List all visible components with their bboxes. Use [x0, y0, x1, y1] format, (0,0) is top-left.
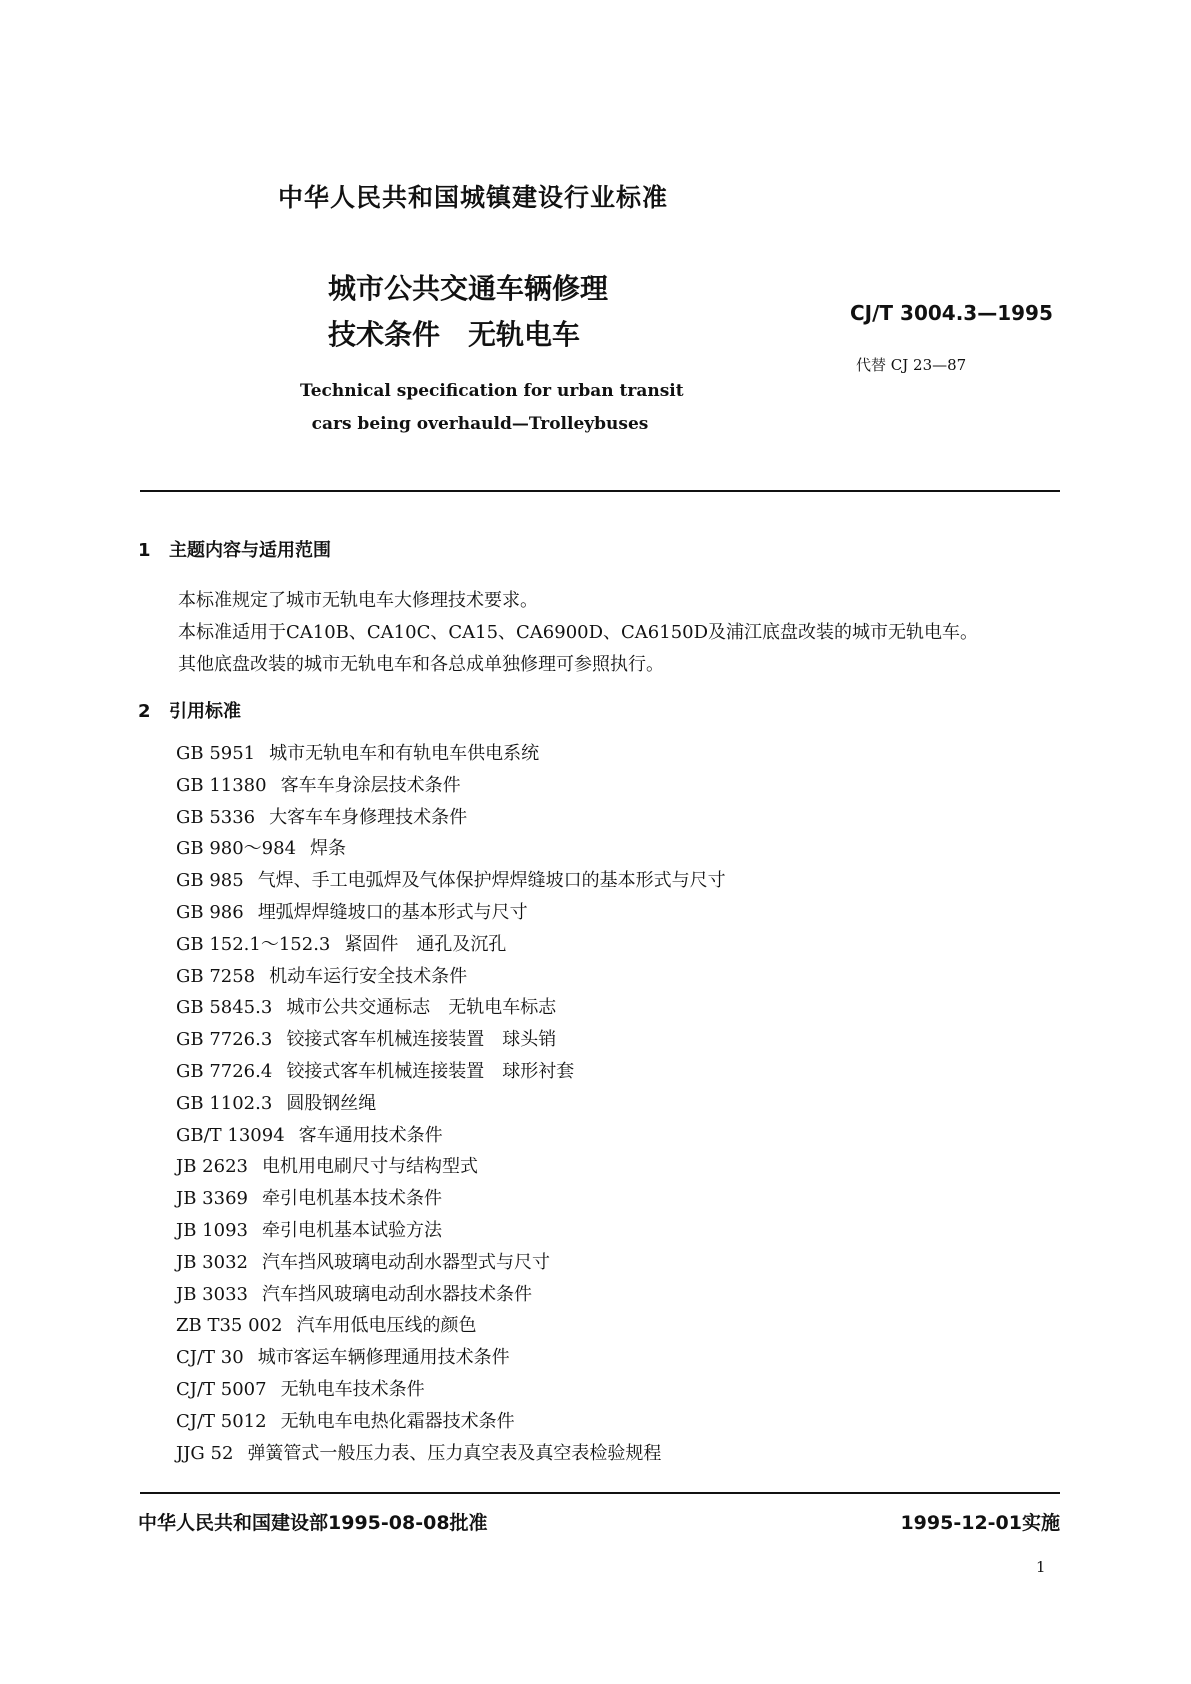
reference-title: 埋弧焊焊缝坡口的基本形式与尺寸: [257, 901, 528, 923]
title-english-line-1: Technical specification for urban transit: [300, 381, 684, 401]
reference-title: 汽车用低电压线的颜色: [296, 1315, 477, 1337]
reference-item: [176, 1120, 726, 1152]
reference-item: [176, 1310, 726, 1342]
reference-title: 汽车挡风玻璃电动刮水器型式与尺寸: [261, 1251, 550, 1273]
reference-item: [176, 929, 726, 961]
reference-title: 弹簧管式一般压力表、压力真空表及真空表检验规程: [247, 1442, 662, 1464]
title-chinese: [328, 266, 608, 358]
header-divider: [140, 490, 1060, 492]
reference-title: 焊条: [310, 838, 347, 860]
reference-code: GB 985: [176, 870, 244, 892]
title-chinese-line-1: 城市公共交通车辆修理: [328, 272, 609, 305]
page-number: 1: [1036, 1558, 1046, 1576]
reference-code: JB 3032: [176, 1251, 248, 1273]
issuing-authority: 中华人民共和国城镇建设行业标准: [278, 183, 669, 212]
reference-code: CJ/T 5012: [176, 1410, 267, 1432]
reference-title: 气焊、手工电弧焊及气体保护焊焊缝坡口的基本形式与尺寸: [257, 870, 726, 892]
reference-title: 大客车车身修理技术条件: [269, 806, 468, 828]
reference-title: 客车通用技术条件: [298, 1124, 443, 1146]
reference-code: JB 1093: [176, 1219, 248, 1241]
reference-title: 无轨电车技术条件: [280, 1378, 425, 1400]
reference-code: GB 7726.4: [176, 1060, 273, 1082]
reference-code: CJ/T 5007: [176, 1378, 267, 1400]
reference-code: GB 5951: [176, 743, 256, 764]
reference-item: [176, 833, 726, 865]
reference-code: GB 152.1～152.3: [176, 933, 331, 955]
reference-title: 城市公共交通标志 无轨电车标志: [286, 997, 557, 1019]
reference-item: [176, 1215, 726, 1247]
reference-item: [176, 1088, 726, 1120]
reference-code: GB 986: [176, 901, 244, 923]
reference-title: 机动车运行安全技术条件: [269, 965, 468, 987]
standard-number: CJ/T 3004.3—1995: [850, 301, 1053, 325]
section-1-paragraph-2: 本标准适用于CA10B、CA10C、CA15、CA6900D、CA6150D及浦江底盘改装的城市无轨电车。: [178, 622, 979, 643]
reference-item: [176, 738, 726, 770]
reference-item: [176, 961, 726, 993]
reference-title: 圆股钢丝绳: [286, 1092, 377, 1114]
replaces-standard: 代替 CJ 23—87: [856, 356, 967, 374]
reference-code: GB 1102.3: [176, 1092, 273, 1114]
reference-title: 城市客运车辆修理通用技术条件: [257, 1347, 510, 1369]
section-2-heading: [138, 697, 241, 723]
section-title: 主题内容与适用范围: [169, 540, 331, 561]
section-title: 引用标准: [169, 701, 241, 722]
reference-title: 客车车身涂层技术条件: [280, 774, 461, 796]
reference-item: [176, 1151, 726, 1183]
effective-date: 1995-12-01实施: [900, 1512, 1060, 1534]
reference-code: GB 7258: [176, 965, 256, 987]
reference-title: 紧固件 通孔及沉孔: [344, 933, 507, 955]
reference-code: JJG 52: [176, 1442, 234, 1464]
reference-item: [176, 865, 726, 897]
reference-code: JB 3033: [176, 1283, 248, 1305]
section-number: 2: [138, 701, 151, 722]
reference-title: 电机用电刷尺寸与结构型式: [261, 1156, 478, 1178]
reference-code: JB 3369: [176, 1188, 248, 1210]
footer-divider: [140, 1492, 1060, 1494]
reference-item: [176, 1374, 726, 1406]
reference-standards-list: [176, 738, 726, 1469]
reference-title: 城市无轨电车和有轨电车供电系统: [269, 743, 540, 764]
reference-title: 汽车挡风玻璃电动刮水器技术条件: [261, 1283, 532, 1305]
reference-title: 无轨电车电热化霜器技术条件: [280, 1410, 515, 1432]
reference-title: 牵引电机基本技术条件: [261, 1188, 442, 1210]
reference-code: GB 980～984: [176, 838, 297, 860]
section-number: 1: [138, 540, 151, 561]
reference-item: [176, 770, 726, 802]
approval-date: 中华人民共和国建设部1995-08-08批准: [138, 1512, 488, 1534]
reference-item: [176, 1438, 726, 1470]
reference-code: CJ/T 30: [176, 1347, 244, 1369]
reference-code: GB 7726.3: [176, 1029, 273, 1051]
title-english: [300, 375, 684, 441]
reference-item: [176, 802, 726, 834]
reference-item: [176, 1247, 726, 1279]
section-1-paragraph-3: 其他底盘改装的城市无轨电车和各总成单独修理可参照执行。: [178, 654, 664, 675]
reference-code: GB 5845.3: [176, 997, 273, 1019]
reference-code: GB/T 13094: [176, 1124, 285, 1146]
section-1-heading: [138, 536, 331, 562]
reference-item: [176, 897, 726, 929]
reference-item: [176, 1024, 726, 1056]
reference-code: JB 2623: [176, 1156, 248, 1178]
reference-item: [176, 992, 726, 1024]
reference-code: GB 11380: [176, 774, 267, 796]
reference-title: 铰接式客车机械连接装置 球形衬套: [286, 1060, 575, 1082]
reference-item: [176, 1183, 726, 1215]
reference-item: [176, 1406, 726, 1438]
reference-title: 铰接式客车机械连接装置 球头销: [286, 1029, 557, 1051]
title-chinese-line-2: 技术条件 无轨电车: [328, 318, 581, 351]
reference-item: [176, 1279, 726, 1311]
reference-code: GB 5336: [176, 806, 256, 828]
reference-title: 牵引电机基本试验方法: [261, 1219, 442, 1241]
reference-item: [176, 1342, 726, 1374]
title-english-line-2: cars being overhauld—Trolleybuses: [311, 414, 649, 434]
reference-item: [176, 1056, 726, 1088]
reference-code: ZB T35 002: [176, 1315, 283, 1337]
section-1-paragraph-1: 本标准规定了城市无轨电车大修理技术要求。: [178, 590, 538, 611]
